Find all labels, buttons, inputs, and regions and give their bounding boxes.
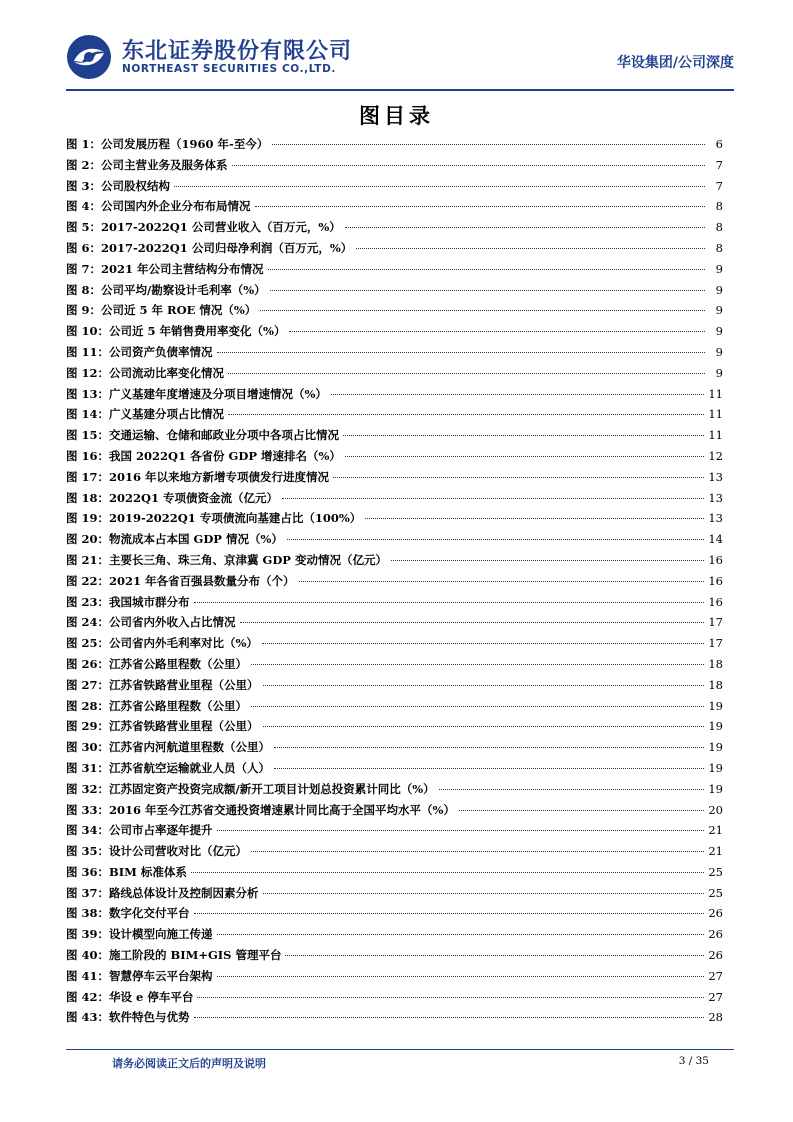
toc-leader-dots [356,248,705,249]
toc-leader-dots [174,186,705,187]
toc-entry[interactable] [66,802,723,823]
toc-entry-page[interactable]: 19 [708,781,723,796]
toc-entry-label[interactable]: 图 10：公司近 5 年销售费用率变化（%） [66,324,286,339]
toc-entry[interactable] [66,760,723,781]
toc-entry[interactable] [66,386,723,407]
toc-entry[interactable] [66,677,723,698]
toc-entry-page[interactable]: 9 [715,282,723,297]
toc-entry-page[interactable]: 7 [715,157,723,172]
toc-entry[interactable] [66,968,723,989]
toc-entry-label[interactable]: 图 11：公司资产负债率情况 [66,344,213,359]
toc-entry[interactable] [66,531,723,552]
toc-leader-dots [217,352,705,353]
northeast-securities-logo-icon [66,34,112,80]
toc-leader-dots [217,830,705,831]
toc-entry[interactable] [66,323,723,344]
toc-entry-page[interactable]: 16 [708,594,723,609]
toc-entry-label[interactable]: 图 25：公司省内外毛利率对比（%） [66,636,258,651]
toc-entry-page[interactable]: 16 [708,573,723,588]
toc-leader-dots [289,331,705,332]
toc-leader-dots [251,664,704,665]
toc-entry[interactable] [66,718,723,739]
toc-entry-label[interactable]: 图 15：交通运输、仓储和邮政业分项中各项占比情况 [66,428,340,443]
toc-entry[interactable] [66,136,723,157]
toc-leader-dots [255,206,705,207]
toc-entry[interactable] [66,552,723,573]
toc-entry[interactable] [66,178,723,199]
toc-entry[interactable] [66,406,723,427]
toc-leader-dots [345,227,705,228]
toc-entry-label[interactable]: 图 3：公司股权结构 [66,178,171,193]
toc-leader-dots [299,581,705,582]
toc-leader-dots [282,498,704,499]
toc-leader-dots [345,456,704,457]
toc-entry[interactable] [66,490,723,511]
toc-leader-dots [262,643,704,644]
toc-entry[interactable] [66,573,723,594]
toc-entry-page[interactable]: 26 [708,948,723,963]
toc-entry[interactable] [66,656,723,677]
toc-leader-dots [270,290,705,291]
toc-entry-page[interactable]: 12 [708,448,723,463]
toc-entry-label[interactable]: 图 18：2022Q1 专项债资金流（亿元） [66,490,279,505]
toc-entry[interactable] [66,885,723,906]
toc-entry[interactable] [66,905,723,926]
toc-entry-page[interactable]: 11 [708,407,723,422]
toc-entry[interactable] [66,282,723,303]
company-name-cn: 东北证券股份有限公司 [122,39,353,64]
toc-entry-page[interactable]: 9 [715,344,723,359]
toc-entry-page[interactable]: 8 [715,220,723,235]
toc-entry-label[interactable]: 图 17：2016 年以来地方新增专项债发行进度情况 [66,469,330,484]
toc-entry-page[interactable]: 7 [715,178,723,193]
toc-leader-dots [263,685,705,686]
toc-entry-page[interactable]: 6 [715,137,723,151]
toc-entry[interactable] [66,219,723,240]
toc-entry[interactable] [66,926,723,947]
toc-entry-page[interactable]: 20 [708,802,723,817]
company-name-en: NORTHEAST SECURITIES CO.,LTD. [122,63,336,75]
toc-entry-page[interactable]: 27 [708,968,723,983]
toc-leader-dots [333,477,704,478]
toc-entry-label[interactable]: 图 19：2019-2022Q1 专项债流向基建占比（100%） [66,511,362,526]
toc-leader-dots [228,414,704,415]
toc-leader-dots [274,747,704,748]
toc-entry[interactable] [66,614,723,635]
toc-entry-page[interactable]: 13 [708,511,723,526]
toc-leader-dots [191,872,705,873]
toc-entry-label[interactable]: 图 20：物流成本占本国 GDP 情况（%） [66,532,283,547]
toc-entry-page[interactable]: 16 [708,552,723,567]
toc-entry[interactable] [66,635,723,656]
toc-entry-label[interactable]: 图 8：公司平均/勘察设计毛利率（%） [66,282,266,297]
toc-entry-page[interactable]: 9 [715,324,723,339]
toc-entry-label[interactable]: 图 31：江苏省航空运输就业人员（人） [66,760,271,775]
toc-entry-page[interactable]: 19 [708,740,723,755]
toc-leader-dots [263,726,705,727]
toc-entry-label[interactable]: 图 39：设计模型向施工传递 [66,927,213,942]
toc-leader-dots [194,1017,705,1018]
toc-entry-page[interactable]: 9 [715,303,723,318]
toc-entry-label[interactable]: 图 30：江苏省内河航道里程数（公里） [66,740,271,755]
toc-entry-label[interactable]: 图 40：施工阶段的 BIM+GIS 管理平台 [66,948,282,963]
footer-divider [66,1049,734,1050]
toc-entry-page[interactable]: 18 [708,677,723,692]
toc-leader-dots [331,394,704,395]
toc-entry-page[interactable]: 26 [708,927,723,942]
toc-entry[interactable] [66,365,723,386]
toc-entry-label[interactable]: 图 33：2016 年至今江苏省交通投资增速累计同比高于全国平均水平（%） [66,802,455,817]
toc-entry[interactable] [66,698,723,719]
toc-entry-label[interactable]: 图 37：路线总体设计及控制因素分析 [66,885,259,900]
toc-entry[interactable] [66,427,723,448]
toc-entry[interactable] [66,302,723,323]
toc-entry-label[interactable]: 图 12：公司流动比率变化情况 [66,365,225,380]
toc-leader-dots [251,706,704,707]
toc-entry-label[interactable]: 图 34：公司市占率逐年提升 [66,823,213,838]
toc-entry[interactable] [66,822,723,843]
toc-entry-page[interactable]: 11 [708,428,723,443]
toc-entry-label[interactable]: 图 2：公司主营业务及服务体系 [66,157,228,172]
toc-entry-page[interactable]: 21 [708,823,723,838]
toc-leader-dots [287,539,704,540]
toc-entry-page[interactable]: 14 [708,532,723,547]
toc-entry-label[interactable]: 图 6：2017-2022Q1 公司归母净利润（百万元，%） [66,240,353,255]
toc-entry-page[interactable]: 25 [708,885,723,900]
toc-entry[interactable] [66,344,723,365]
figure-toc-list [66,136,723,1030]
toc-leader-dots [251,851,704,852]
toc-leader-dots [240,622,705,623]
toc-entry-page[interactable]: 11 [708,386,723,401]
toc-entry-page[interactable]: 21 [708,844,723,859]
toc-entry-label[interactable]: 图 36：BIM 标准体系 [66,864,187,879]
toc-entry[interactable] [66,261,723,282]
toc-leader-dots [228,373,705,374]
toc-entry-page[interactable]: 9 [715,261,723,276]
toc-entry-page[interactable]: 27 [708,989,723,1004]
toc-entry-label[interactable]: 图 27：江苏省铁路营业里程（公里） [66,677,259,692]
toc-entry-page[interactable]: 9 [715,365,723,380]
toc-entry[interactable] [66,240,723,261]
toc-entry-label[interactable]: 图 35：设计公司营收对比（亿元） [66,844,248,859]
toc-entry[interactable] [66,781,723,802]
toc-entry-page[interactable]: 13 [708,469,723,484]
toc-entry[interactable] [66,1009,723,1030]
toc-entry-label[interactable]: 图 29：江苏省铁路营业里程（公里） [66,719,259,734]
report-tag: 华设集团/公司深度 [616,55,734,71]
toc-entry[interactable] [66,510,723,531]
toc-entry[interactable] [66,157,723,178]
toc-leader-dots [268,269,705,270]
toc-leader-dots [285,955,704,956]
toc-entry-label[interactable]: 图 1：公司发展历程（1960 年-至今） [66,137,269,151]
toc-entry[interactable] [66,947,723,968]
toc-leader-dots [272,144,705,145]
toc-entry-label[interactable]: 图 22：2021 年各省百强县数量分布（个） [66,573,295,588]
footer-disclaimer: 请务必阅读正文后的声明及说明 [112,1057,266,1070]
toc-entry-label[interactable]: 图 26：江苏省公路里程数（公里） [66,656,248,671]
toc-leader-dots [194,602,705,603]
toc-entry[interactable] [66,594,723,615]
toc-leader-dots [263,893,705,894]
toc-leader-dots [365,518,704,519]
toc-leader-dots [260,310,705,311]
toc-entry-label[interactable]: 图 42：华设 e 停车平台 [66,989,194,1004]
toc-leader-dots [232,165,705,166]
toc-entry[interactable] [66,469,723,490]
toc-entry-page[interactable]: 8 [715,199,723,214]
toc-entry-label[interactable]: 图 32：江苏固定资产投资完成额/新开工项目计划总投资累计同比（%） [66,781,435,796]
toc-entry[interactable] [66,739,723,760]
toc-leader-dots [217,934,705,935]
toc-entry-label[interactable]: 图 41：智慧停车云平台架构 [66,968,213,983]
toc-entry-label[interactable]: 图 38：数字化交付平台 [66,906,190,921]
toc-entry-page[interactable]: 19 [708,698,723,713]
toc-entry[interactable] [66,843,723,864]
toc-leader-dots [439,789,705,790]
toc-leader-dots [274,768,704,769]
toc-entry[interactable] [66,989,723,1010]
toc-entry[interactable] [66,448,723,469]
toc-entry-label[interactable]: 图 16：我国 2022Q1 各省份 GDP 增速排名（%） [66,448,341,463]
page-header [66,32,734,88]
toc-entry-page[interactable]: 17 [708,615,723,630]
toc-entry-label[interactable]: 图 9：公司近 5 年 ROE 情况（%） [66,303,257,318]
toc-entry-label[interactable]: 图 23：我国城市群分布 [66,594,190,609]
toc-leader-dots [217,976,705,977]
toc-entry-label[interactable]: 图 13：广义基建年度增速及分项目增速情况（%） [66,386,327,401]
toc-entry-page[interactable]: 17 [708,636,723,651]
toc-entry-label[interactable]: 图 21：主要长三角、珠三角、京津冀 GDP 变动情况（亿元） [66,552,387,567]
toc-leader-dots [391,560,704,561]
page-title: 图目录 [359,104,434,128]
header-divider [66,89,734,91]
toc-leader-dots [197,997,704,998]
toc-entry-page[interactable]: 18 [708,656,723,671]
toc-entry-label[interactable]: 图 4：公司国内外企业分布布局情况 [66,199,251,214]
toc-leader-dots [459,810,704,811]
toc-entry-label[interactable]: 图 28：江苏省公路里程数（公里） [66,698,248,713]
toc-entry-label[interactable]: 图 24：公司省内外收入占比情况 [66,615,236,630]
toc-entry-label[interactable]: 图 7：2021 年公司主营结构分布情况 [66,261,264,276]
toc-entry-page[interactable]: 8 [715,240,723,255]
toc-entry[interactable] [66,198,723,219]
toc-entry-page[interactable]: 19 [708,760,723,775]
toc-entry-page[interactable]: 28 [708,1010,723,1025]
toc-leader-dots [343,435,704,436]
toc-entry-page[interactable]: 13 [708,490,723,505]
page-number: 3 / 35 [678,1055,709,1067]
toc-entry-label[interactable]: 图 43：软件特色与优势 [66,1010,190,1025]
toc-entry-page[interactable]: 25 [708,864,723,879]
toc-entry-label[interactable]: 图 5：2017-2022Q1 公司营业收入（百万元，%） [66,220,341,235]
toc-entry-page[interactable]: 26 [708,906,723,921]
toc-entry-page[interactable]: 19 [708,719,723,734]
toc-entry-label[interactable]: 图 14：广义基建分项占比情况 [66,407,225,422]
toc-leader-dots [194,913,705,914]
toc-entry[interactable] [66,864,723,885]
